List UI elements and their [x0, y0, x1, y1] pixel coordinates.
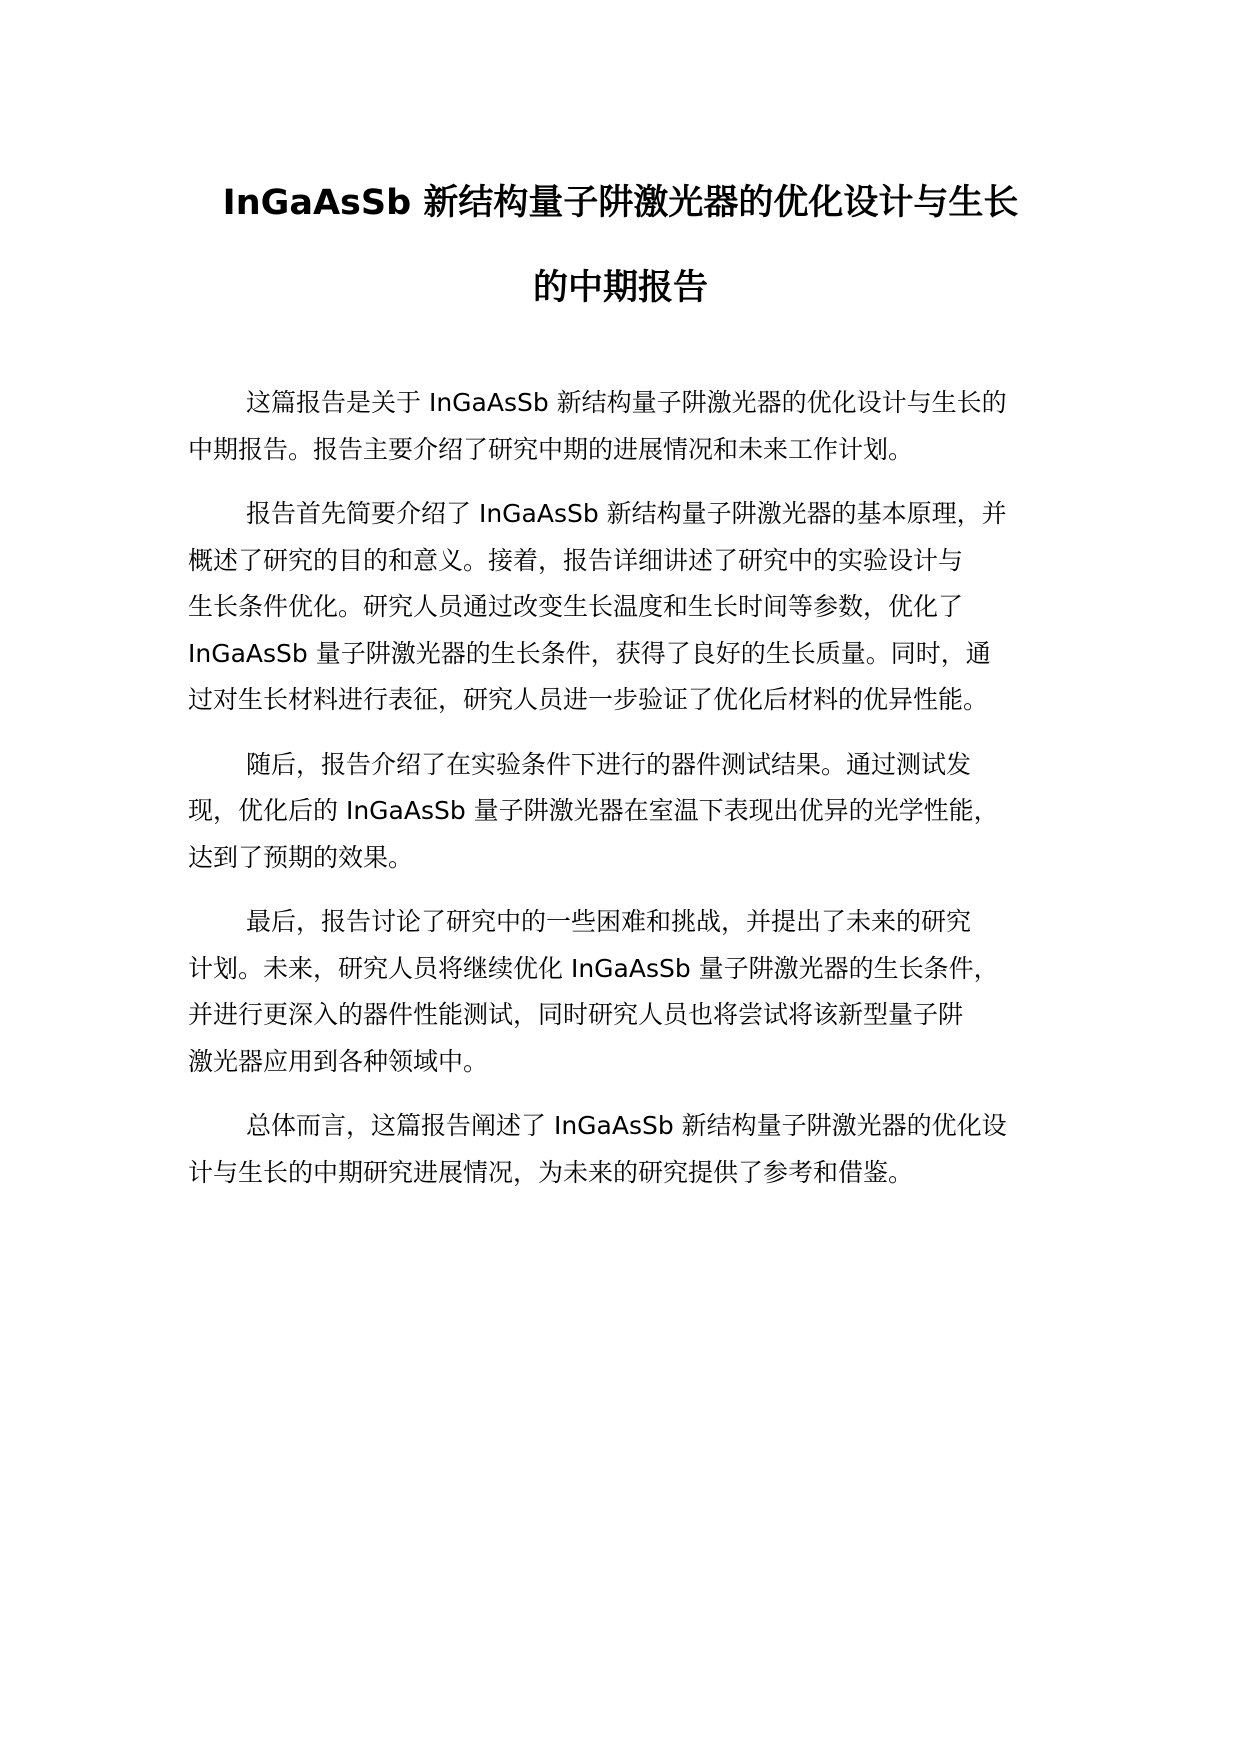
paragraph-line: 随后，报告介绍了在实验条件下进行的器件测试结果。通过测试发	[246, 749, 972, 779]
paragraph-line: 并进行更深入的器件性能测试，同时研究人员也将尝试将该新型量子阱	[188, 1000, 964, 1029]
paragraph-5	[188, 1103, 1068, 1196]
paragraph-line: 过对生长材料进行表征，研究人员进一步验证了优化后材料的优异性能。	[188, 685, 989, 714]
paragraph-line: 现，优化后的 InGaAsSb 量子阱激光器在室温下表现出优异的光学性能，	[188, 796, 999, 825]
paragraph-line: 达到了预期的效果。	[188, 842, 414, 872]
document-title-line-1: InGaAsSb 新结构量子阱激光器的优化设计与生长	[222, 183, 1019, 223]
document-body	[188, 380, 1068, 1214]
paragraph-line: 计划。未来，研究人员将继续优化 InGaAsSb 量子阱激光器的生长条件，	[188, 953, 999, 983]
paragraph-3	[188, 742, 1068, 882]
paragraph-line: 生长条件优化。研究人员通过改变生长温度和生长时间等参数，优化了	[188, 592, 964, 621]
paragraph-2	[188, 491, 1068, 724]
paragraph-line: 激光器应用到各种领域中。	[188, 1046, 489, 1076]
paragraph-line: InGaAsSb 量子阱激光器的生长条件，获得了良好的生长质量。同时，通	[188, 638, 991, 668]
paragraph-line: 最后，报告讨论了研究中的一些困难和挑战，并提出了未来的研究	[246, 907, 972, 936]
paragraph-line: 概述了研究的目的和意义。接着，报告详细讲述了研究中的实验设计与	[188, 545, 964, 575]
paragraph-line: 报告首先简要介绍了 InGaAsSb 新结构量子阱激光器的基本原理，并	[246, 499, 1007, 528]
paragraph-line: 中期报告。报告主要介绍了研究中期的进展情况和未来工作计划。	[188, 434, 914, 464]
document-title-line-2: 的中期报告	[532, 268, 708, 308]
paragraph-4	[188, 899, 1068, 1085]
paragraph-line: 计与生长的中期研究进展情况，为未来的研究提供了参考和借鉴。	[188, 1157, 914, 1187]
paragraph-line: 总体而言，这篇报告阐述了 InGaAsSb 新结构量子阱激光器的优化设	[246, 1111, 1007, 1140]
paragraph-1	[188, 380, 1068, 473]
paragraph-line: 这篇报告是关于 InGaAsSb 新结构量子阱激光器的优化设计与生长的	[246, 388, 1007, 417]
